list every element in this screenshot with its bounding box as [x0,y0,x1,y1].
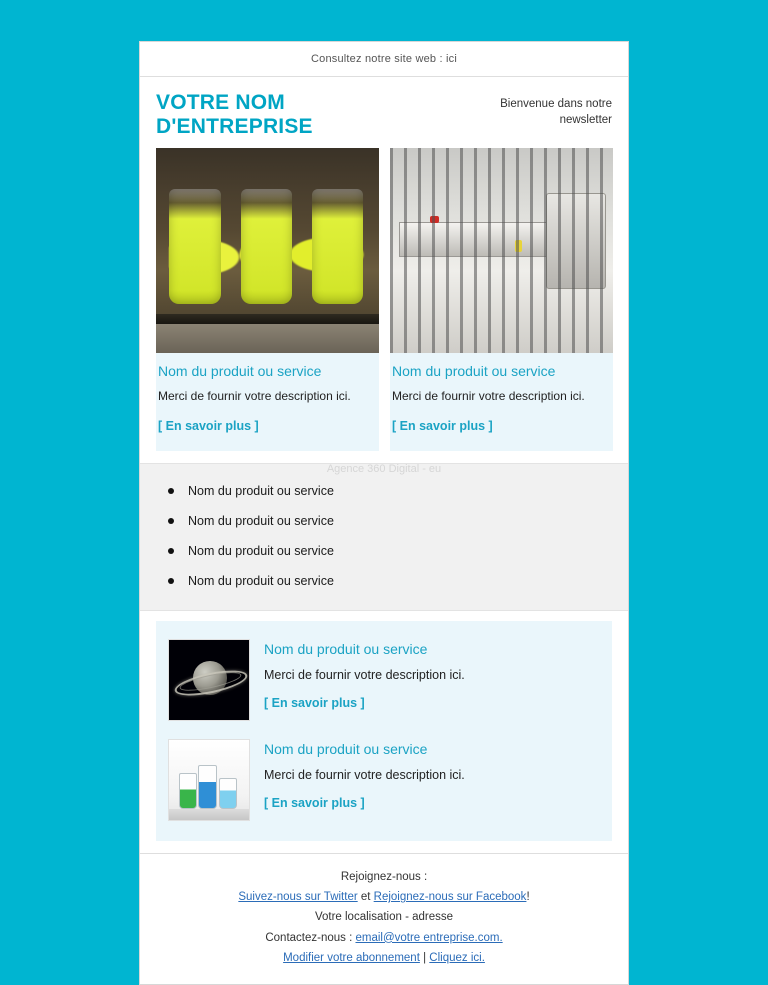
brand-name [156,91,313,138]
media-title: Nom du produit ou service [264,741,428,758]
feature-description: Merci de fournir votre description ici. [158,389,351,404]
brand-line-2: D'ENTREPRISE [156,114,313,138]
email-footer [140,853,628,984]
list-item-label: Nom du produit ou service [188,544,334,559]
feature-column-2-body [390,353,613,451]
feature-column-1-body [156,353,379,451]
welcome-message: Bienvenue dans notre newsletter [500,98,612,126]
bullet-dot-icon [168,488,174,494]
footer-separator: | [419,951,430,964]
footer-exclamation: ! [526,891,530,904]
footer-and-label: et [357,891,374,904]
feature-learn-more-link[interactable]: [ En savoir plus ] [158,419,259,434]
saturn-photo [168,639,250,721]
email-body [139,41,629,985]
list-item-label: Nom du produit ou service [188,514,334,529]
footer-contact-line [156,928,612,948]
media-row-text [264,639,465,712]
preheader-website-link[interactable]: ici [446,53,458,65]
list-item[interactable] [188,536,628,566]
media-learn-more-link[interactable]: [ En savoir plus ] [264,696,365,711]
media-learn-more-link[interactable]: [ En savoir plus ] [264,796,365,811]
footer-location: Votre localisation - adresse [314,911,454,924]
laboratory-photo [390,148,613,353]
bullet-dot-icon [168,518,174,524]
bullet-dot-icon [168,548,174,554]
list-item[interactable] [188,476,628,506]
feature-title: Nom du produit ou service [158,363,322,380]
feature-column-1 [156,148,379,451]
media-title: Nom du produit ou service [264,641,428,658]
facebook-link[interactable]: Rejoignez-nous sur Facebook [373,891,527,904]
beakers-photo [168,739,250,821]
footer-contact-label: Contactez-nous : [265,931,356,944]
media-section [140,611,628,853]
bullet-list-section [140,463,628,611]
list-item[interactable] [188,566,628,596]
list-item[interactable] [188,506,628,536]
media-row [156,631,612,731]
unsubscribe-link[interactable]: Modifier votre abonnement [283,951,420,964]
brand-line-1: VOTRE NOM [156,91,285,114]
media-description: Merci de fournir votre description ici. [264,668,465,683]
preheader-text: Consultez notre site web : [310,53,447,65]
feature-title: Nom du produit ou service [392,363,556,380]
email-header [140,77,628,148]
email-wrapper [139,0,629,985]
bullet-dot-icon [168,578,174,584]
media-description: Merci de fournir votre description ici. [264,768,465,783]
feature-learn-more-link[interactable]: [ En savoir plus ] [392,419,493,434]
media-row-text [264,739,465,812]
feature-columns [140,148,628,457]
feature-description: Merci de fournir votre description ici. [392,389,585,404]
list-item-label: Nom du produit ou service [188,574,334,589]
list-item-label: Nom du produit ou service [188,484,334,499]
flasks-photo [156,148,379,353]
footer-join-label: Rejoignez-nous : [340,871,428,884]
footer-subscription-line [156,948,612,968]
footer-social-line [156,887,612,907]
twitter-link[interactable]: Suivez-nous sur Twitter [238,891,358,904]
feature-column-2 [390,148,613,451]
bullet-list [140,476,628,596]
contact-email-link[interactable]: email@votre entreprise.com. [355,931,503,944]
watermark-text: Agence 360 Digital - eu [140,457,628,477]
click-here-link[interactable]: Cliquez ici. [429,951,485,964]
media-row [156,731,612,831]
preheader [140,42,628,77]
media-panel [156,621,612,841]
